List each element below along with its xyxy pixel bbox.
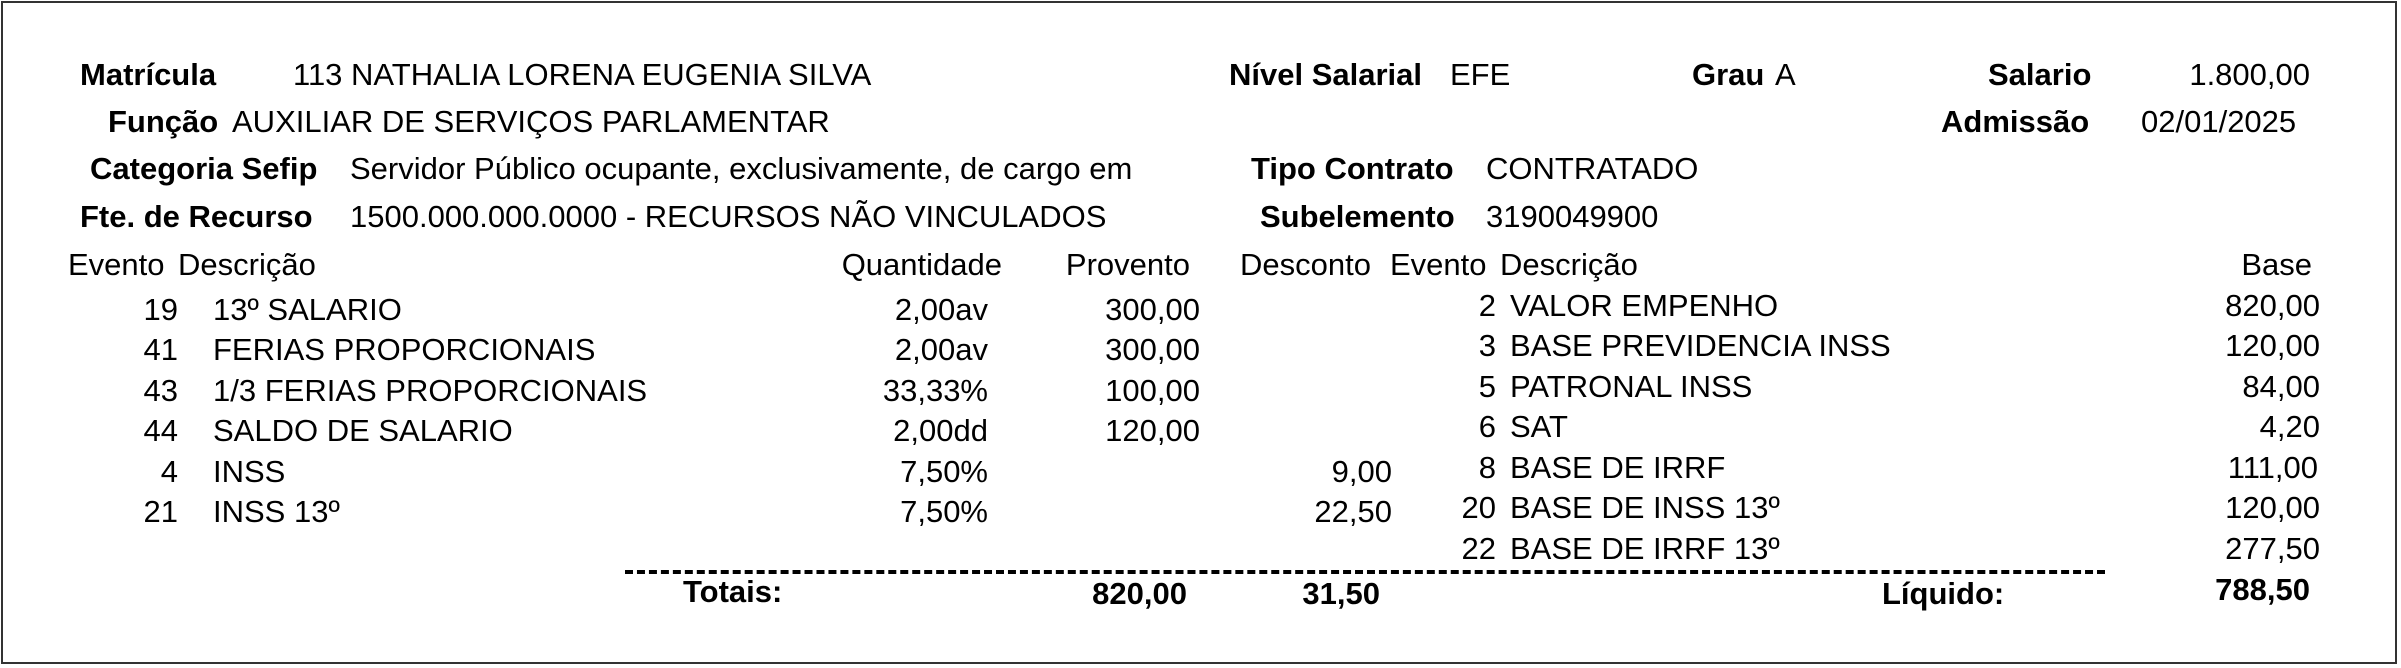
admissao-value: 02/01/2025: [2141, 104, 2297, 139]
left-row-5-descricao: INSS: [213, 454, 286, 489]
header-quantidade: Quantidade: [841, 247, 1002, 282]
matricula-label: Matrícula: [80, 57, 217, 92]
left-row-6-quantidade: 7,50%: [900, 494, 988, 529]
left-row-6-descricao: INSS 13º: [213, 494, 340, 529]
right-row-4-base: 4,20: [2259, 409, 2320, 444]
salario-value: 1.800,00: [2189, 57, 2310, 92]
right-row-2-descricao: BASE PREVIDENCIA INSS: [1510, 328, 1891, 363]
subelemento-value: 3190049900: [1486, 199, 1659, 234]
header-evento-left: Evento: [68, 247, 165, 282]
left-row-2-quantidade: 2,00av: [894, 332, 988, 367]
grau-value: A: [1775, 57, 1796, 92]
left-row-6-evento: 21: [143, 494, 178, 529]
admissao-label: Admissão: [1941, 104, 2090, 139]
header-provento: Provento: [1065, 247, 1190, 282]
left-row-5-quantidade: 7,50%: [900, 454, 988, 489]
salario-label: Salario: [1988, 57, 2092, 92]
nivel-salarial-label: Nível Salarial: [1229, 57, 1423, 92]
right-row-5-evento: 8: [1478, 450, 1496, 485]
left-row-3-quantidade: 33,33%: [882, 373, 988, 408]
funcao-value: AUXILIAR DE SERVIÇOS PARLAMENTAR: [232, 104, 830, 139]
right-row-6-evento: 20: [1461, 490, 1496, 525]
left-row-6-desconto: 22,50: [1314, 494, 1392, 529]
header-descricao-left: Descrição: [178, 247, 316, 282]
fonte-recurso-label: Fte. de Recurso: [80, 199, 313, 234]
header-evento-right: Evento: [1390, 247, 1487, 282]
left-row-1-descricao: 13º SALARIO: [213, 292, 402, 327]
left-row-4-quantidade: 2,00dd: [893, 413, 988, 448]
right-row-7-base: 277,50: [2225, 531, 2320, 566]
left-row-2-provento: 300,00: [1105, 332, 1200, 367]
left-row-1-quantidade: 2,00av: [894, 292, 988, 327]
liquido-label: Líquido:: [1882, 576, 2005, 611]
left-row-1-evento: 19: [143, 292, 178, 327]
grau-label: Grau: [1692, 57, 1765, 92]
right-row-7-evento: 22: [1461, 531, 1496, 566]
right-row-1-evento: 2: [1478, 288, 1496, 323]
header-desconto: Desconto: [1240, 247, 1371, 282]
categoria-sefip-value: Servidor Público ocupante, exclusivamente, de cargo em: [350, 151, 1133, 186]
nivel-salarial-value: EFE: [1450, 57, 1511, 92]
right-row-6-descricao: BASE DE INSS 13º: [1510, 490, 1780, 525]
right-row-1-descricao: VALOR EMPENHO: [1510, 288, 1779, 323]
left-row-4-provento: 120,00: [1105, 413, 1200, 448]
totals-desconto: 31,50: [1302, 576, 1380, 611]
header-descricao-right: Descrição: [1500, 247, 1638, 282]
right-row-4-evento: 6: [1478, 409, 1496, 444]
right-row-3-descricao: PATRONAL INSS: [1510, 369, 1753, 404]
left-row-4-descricao: SALDO DE SALARIO: [213, 413, 513, 448]
left-row-2-evento: 41: [143, 332, 178, 367]
funcao-label: Função: [108, 104, 219, 139]
left-row-3-provento: 100,00: [1105, 373, 1200, 408]
right-row-4-descricao: SAT: [1510, 409, 1568, 444]
fonte-recurso-value: 1500.000.000.0000 - RECURSOS NÃO VINCULADOS: [350, 199, 1107, 234]
right-row-5-descricao: BASE DE IRRF: [1510, 450, 1726, 485]
right-row-6-base: 120,00: [2225, 490, 2320, 525]
right-row-2-base: 120,00: [2225, 328, 2320, 363]
matricula-value: 113 NATHALIA LORENA EUGENIA SILVA: [293, 57, 872, 92]
left-row-5-evento: 4: [160, 454, 178, 489]
tipo-contrato-value: CONTRATADO: [1486, 151, 1699, 186]
right-row-3-evento: 5: [1478, 369, 1496, 404]
liquido-value: 788,50: [2215, 572, 2310, 607]
totals-separator: [625, 570, 2105, 574]
left-row-3-evento: 43: [143, 373, 178, 408]
categoria-sefip-label: Categoria Sefip: [90, 151, 318, 186]
right-row-1-base: 820,00: [2225, 288, 2320, 323]
left-row-3-descricao: 1/3 FERIAS PROPORCIONAIS: [213, 373, 648, 408]
left-row-1-provento: 300,00: [1105, 292, 1200, 327]
totals-label: Totais:: [683, 574, 783, 609]
header-base: Base: [2241, 247, 2312, 282]
right-row-3-base: 84,00: [2242, 369, 2320, 404]
subelemento-label: Subelemento: [1260, 199, 1455, 234]
totals-provento: 820,00: [1092, 576, 1187, 611]
left-row-2-descricao: FERIAS PROPORCIONAIS: [213, 332, 596, 367]
left-row-5-desconto: 9,00: [1331, 454, 1392, 489]
left-row-4-evento: 44: [143, 413, 178, 448]
tipo-contrato-label: Tipo Contrato: [1251, 151, 1454, 186]
right-row-2-evento: 3: [1478, 328, 1496, 363]
right-row-5-base: 111,00: [2227, 450, 2318, 485]
right-row-7-descricao: BASE DE IRRF 13º: [1510, 531, 1780, 566]
